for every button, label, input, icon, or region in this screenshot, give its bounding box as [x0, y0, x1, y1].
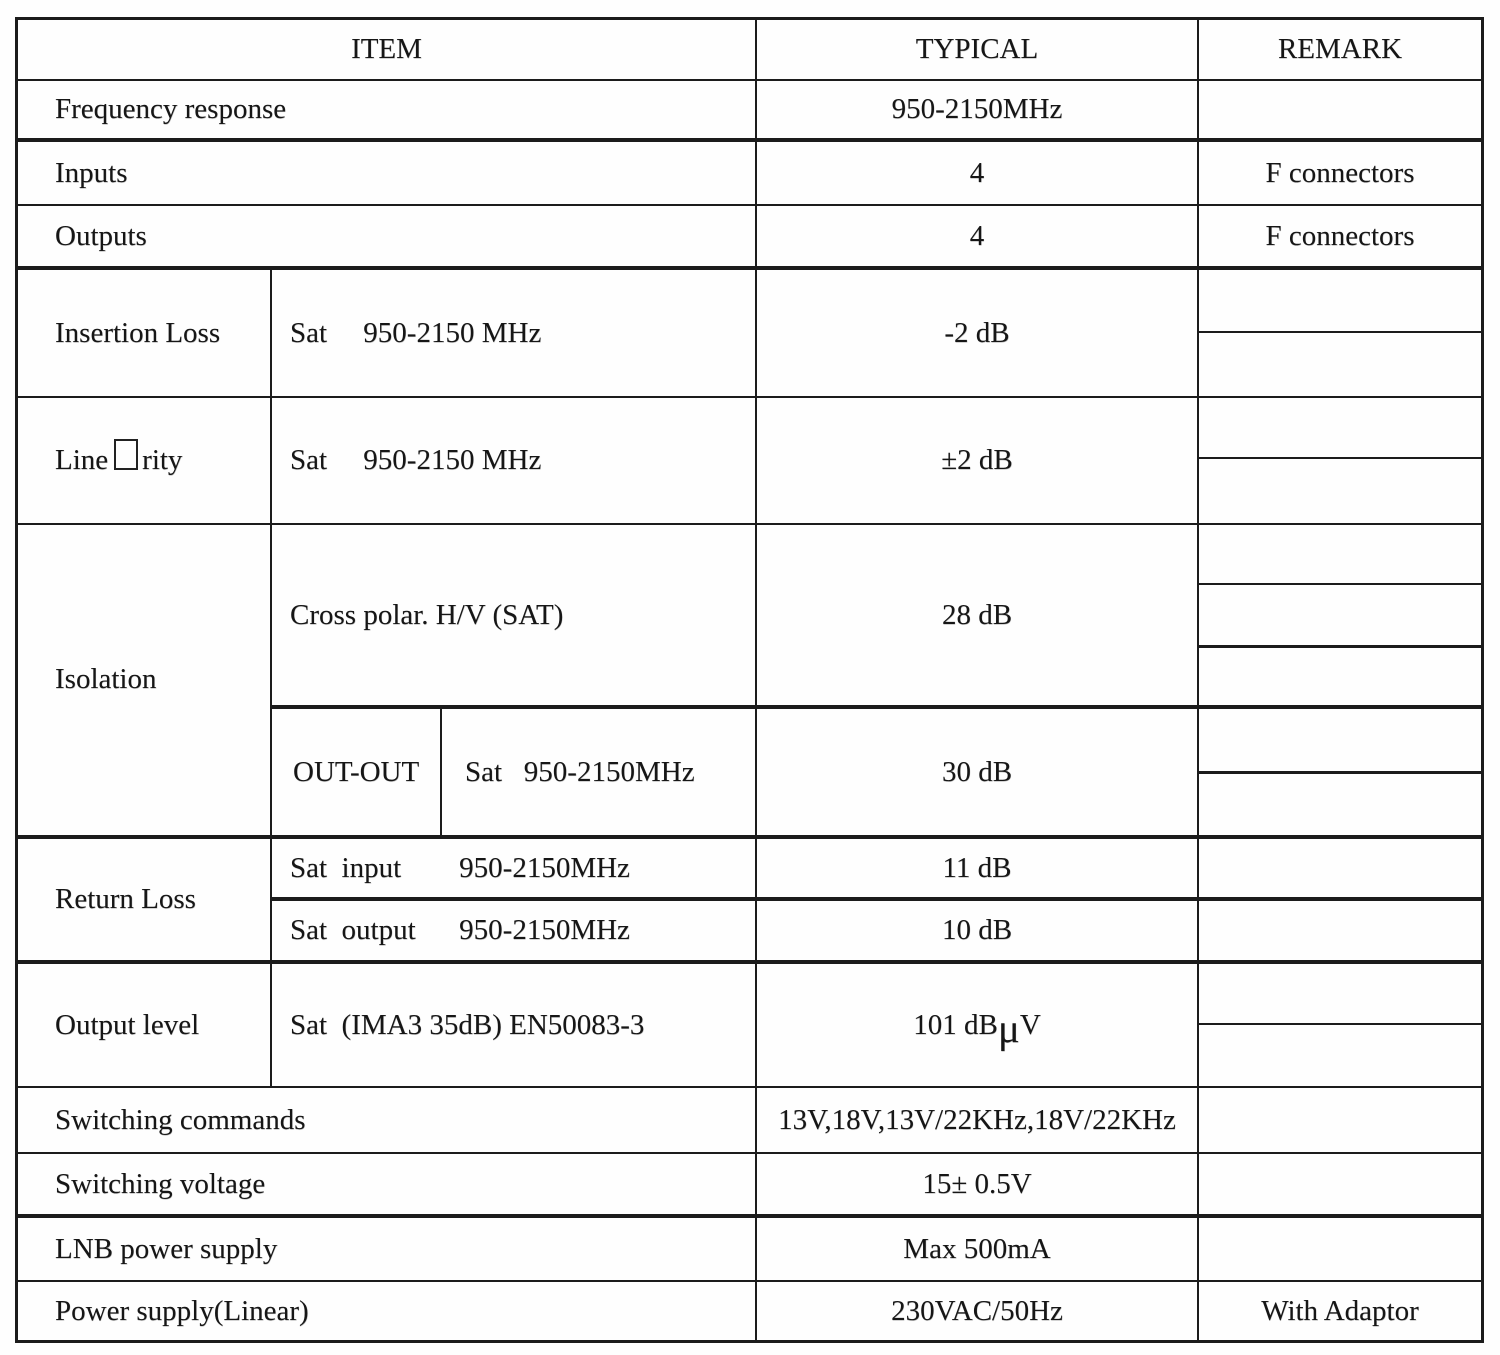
- typical-inputs: 4: [969, 156, 985, 189]
- item-out-out: OUT-OUT: [293, 755, 420, 788]
- condition-return-loss-input: Sat input 950-2150MHz: [290, 851, 630, 884]
- item-linearity-suffix: rity: [142, 444, 183, 476]
- item-outputs: Outputs: [55, 219, 147, 252]
- typical-frequency-response: 950-2150MHz: [891, 93, 1063, 125]
- item-switching-commands: Switching commands: [55, 1103, 306, 1136]
- item-isolation: Isolation: [55, 662, 157, 695]
- item-return-loss: Return Loss: [55, 883, 196, 915]
- grid-line-remark-4: [1197, 645, 1484, 648]
- remark-power-supply: With Adaptor: [1261, 1294, 1419, 1327]
- header-item: ITEM: [351, 33, 422, 65]
- remark-inputs: F connectors: [1265, 156, 1415, 189]
- item-lnb-power-supply: LNB power supply: [55, 1232, 278, 1265]
- condition-linearity: Sat 950-2150 MHz: [290, 444, 542, 476]
- missing-glyph-box: [114, 439, 138, 470]
- item-inputs: Inputs: [55, 156, 128, 189]
- header-remark: REMARK: [1277, 33, 1403, 65]
- grid-line-outout-subcolumn: [440, 705, 442, 837]
- condition-output-level: Sat (IMA3 35dB) EN50083-3: [290, 1008, 645, 1041]
- typical-return-loss-input: 11 dB: [942, 851, 1012, 884]
- typical-return-loss-output: 10 dB: [941, 914, 1013, 946]
- grid-line-remark-3: [1197, 583, 1484, 585]
- header-typical: TYPICAL: [915, 33, 1039, 65]
- item-frequency-response: Frequency response: [55, 93, 287, 125]
- item-linearity: [55, 398, 268, 523]
- grid-line-remark-1: [1197, 331, 1484, 333]
- item-power-supply: Power supply(Linear): [55, 1294, 309, 1327]
- typical-switching-commands: 13V,18V,13V/22KHz,18V/22KHz: [778, 1103, 1176, 1136]
- grid-line-remark-5: [1197, 771, 1484, 774]
- grid-line-remark-6: [1197, 1023, 1484, 1025]
- typical-linearity: ±2 dB: [941, 444, 1013, 476]
- item-linearity-prefix: Line: [55, 444, 109, 476]
- item-insertion-loss: Insertion Loss: [55, 316, 221, 349]
- condition-cross-polar: Cross polar. H/V (SAT): [290, 598, 564, 631]
- typical-lnb-power-supply: Max 500mA: [903, 1232, 1051, 1265]
- typical-power-supply: 230VAC/50Hz: [891, 1294, 1063, 1327]
- condition-insertion-loss: Sat 950-2150 MHz: [290, 316, 542, 349]
- grid-line-item-subcolumn: [270, 266, 272, 1088]
- typical-output-level-suffix: V: [1019, 1008, 1041, 1041]
- table-border-left: [15, 17, 18, 1343]
- item-output-level: Output level: [55, 1008, 200, 1041]
- condition-out-out: Sat 950-2150MHz: [465, 755, 695, 788]
- condition-return-loss-output: Sat output 950-2150MHz: [290, 914, 630, 946]
- typical-out-out: 30 dB: [941, 755, 1013, 788]
- typical-switching-voltage: 15± 0.5V: [922, 1167, 1032, 1200]
- table-border-bottom: [15, 1340, 1484, 1343]
- grid-line-remark-2: [1197, 457, 1484, 459]
- item-switching-voltage: Switching voltage: [55, 1167, 266, 1200]
- typical-cross-polar: 28 dB: [941, 598, 1013, 631]
- typical-output-level: 101 dB μ V: [913, 1005, 1041, 1051]
- table-border-right: [1481, 17, 1484, 1343]
- typical-insertion-loss: -2 dB: [944, 316, 1010, 349]
- remark-outputs: F connectors: [1265, 219, 1415, 252]
- typical-outputs: 4: [969, 219, 985, 252]
- typical-output-level-prefix: 101 dB: [913, 1008, 998, 1041]
